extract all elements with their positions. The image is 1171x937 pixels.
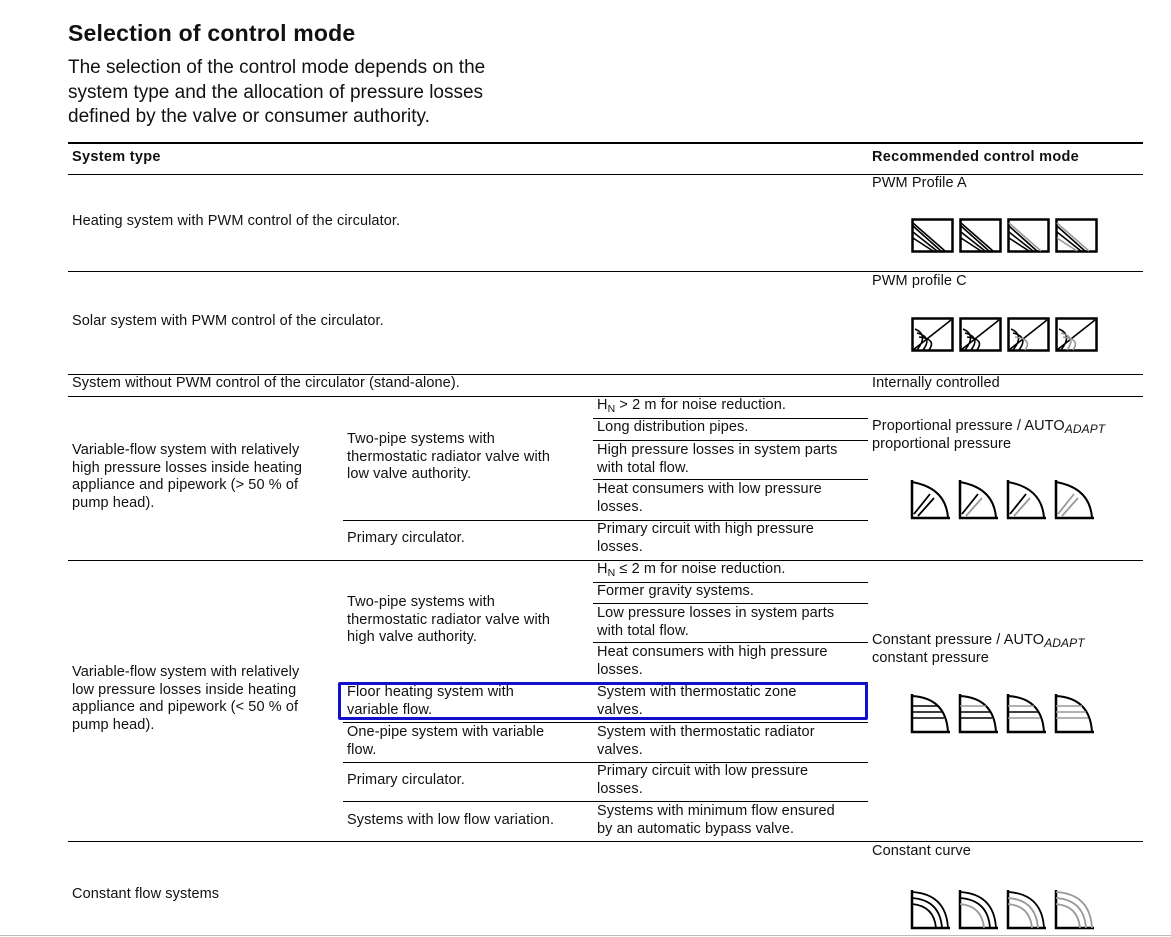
detail-rule [593, 642, 868, 643]
detail-rule [593, 440, 868, 441]
high-loss-detail-high-losses: High pressure losses in system parts with total flow. [597, 442, 838, 476]
pwm-a-icon-strip [911, 218, 1101, 254]
high-loss-system: Variable-flow system with relatively high pressure losses inside heating appliance and pipework (> 50 % of pump head). [72, 442, 302, 511]
row-standalone-mode: Internally controlled [872, 375, 1000, 391]
low-loss-subtype-primary: Primary circulator. [347, 772, 465, 788]
intro-line: defined by the valve or consumer authority. [68, 106, 430, 127]
row-heating-mode: PWM Profile A [872, 175, 967, 191]
constant-curve-icons [910, 888, 1100, 930]
pwm-profile-a-icons [911, 218, 1101, 254]
row-standalone-system: System without PWM control of the circulator (stand-alone). [72, 375, 460, 391]
low-loss-detail-noise: $H_N \le 2$ m for noise reduction. [597, 561, 786, 579]
page-bottom-edge [0, 935, 1171, 936]
low-loss-detail-low-losses: Low pressure losses in system parts with total flow. [597, 605, 835, 639]
high-loss-subtype-two-pipe: Two-pipe systems with thermostatic radiator valve with low valve authority. [347, 431, 551, 482]
pwm-profile-c-icons [911, 317, 1101, 353]
low-loss-subtype-one-pipe: One-pipe system with variable flow. [347, 724, 545, 758]
low-loss-system: Variable-flow system with relatively low pressure losses inside heating appliance and pipework (< 50 % of pump head). [72, 664, 300, 733]
row-constant-flow-mode: Constant curve [872, 843, 971, 859]
detail-rule [593, 479, 868, 480]
low-loss-mode: Constant pressure / $AUTO_{ADAPT}$ constant pressure [872, 632, 1085, 666]
subgroup-rule [343, 801, 868, 802]
low-loss-detail-primary: Primary circuit with low pressure losses. [597, 763, 809, 797]
low-loss-subtype-floor-heating: Floor heating system with variable flow. [347, 684, 514, 718]
low-loss-detail-radiator-valves: System with thermostatic radiator valves. [597, 724, 815, 758]
high-loss-detail-noise: $H_N > 2$ m for noise reduction. [597, 397, 787, 415]
header-rule [68, 174, 1143, 175]
constant-curve-icon-strip [910, 888, 1100, 930]
low-loss-detail-zone-valves: System with thermostatic zone valves. [597, 684, 797, 718]
low-loss-detail-gravity: Former gravity systems. [597, 583, 754, 599]
high-loss-mode: Proportional pressure / $AUTO_{ADAPT}$ proportional pressure [872, 418, 1106, 452]
row-rule [68, 841, 1143, 842]
high-loss-detail-long-pipes: Long distribution pipes. [597, 419, 749, 435]
row-solar-system: Solar system with PWM control of the circulator. [72, 313, 384, 329]
table-top-rule [68, 142, 1143, 144]
intro-paragraph [68, 56, 538, 130]
pwm-c-icon-strip [911, 317, 1101, 353]
high-loss-subtype-primary: Primary circulator. [347, 530, 465, 546]
row-rule [68, 271, 1143, 272]
header-recommended-mode: Recommended control mode [872, 149, 1080, 165]
constant-pressure-icon-strip [910, 692, 1100, 734]
intro-line: system type and the allocation of pressure losses [68, 81, 484, 103]
detail-rule [593, 603, 868, 604]
low-loss-subtype-two-pipe: Two-pipe systems with thermostatic radiator valve with high valve authority. [347, 594, 551, 645]
low-loss-detail-bypass: Systems with minimum flow ensured by an automatic bypass valve. [597, 803, 835, 837]
row-heating-system: Heating system with PWM control of the circulator. [72, 213, 401, 229]
proportional-pressure-icons [910, 478, 1100, 520]
low-loss-subtype-low-variation: Systems with low flow variation. [347, 812, 555, 828]
constant-pressure-icons [910, 692, 1100, 734]
header-system-type: System type [72, 149, 161, 165]
high-loss-detail-heat-consumers: Heat consumers with low pressure losses. [597, 481, 822, 515]
subgroup-rule [343, 722, 868, 723]
selection-highlight-box [338, 682, 868, 720]
high-loss-detail-primary: Primary circuit with high pressure losses. [597, 521, 814, 555]
row-constant-flow-system: Constant flow systems [72, 886, 220, 902]
low-loss-detail-heat-consumers: Heat consumers with high pressure losses. [597, 644, 828, 678]
intro-line: The selection of the control mode depends on the [68, 57, 486, 78]
proportional-pressure-icon-strip [910, 478, 1100, 520]
row-solar-mode: PWM profile C [872, 273, 967, 289]
page-title: Selection of control mode [68, 20, 356, 46]
